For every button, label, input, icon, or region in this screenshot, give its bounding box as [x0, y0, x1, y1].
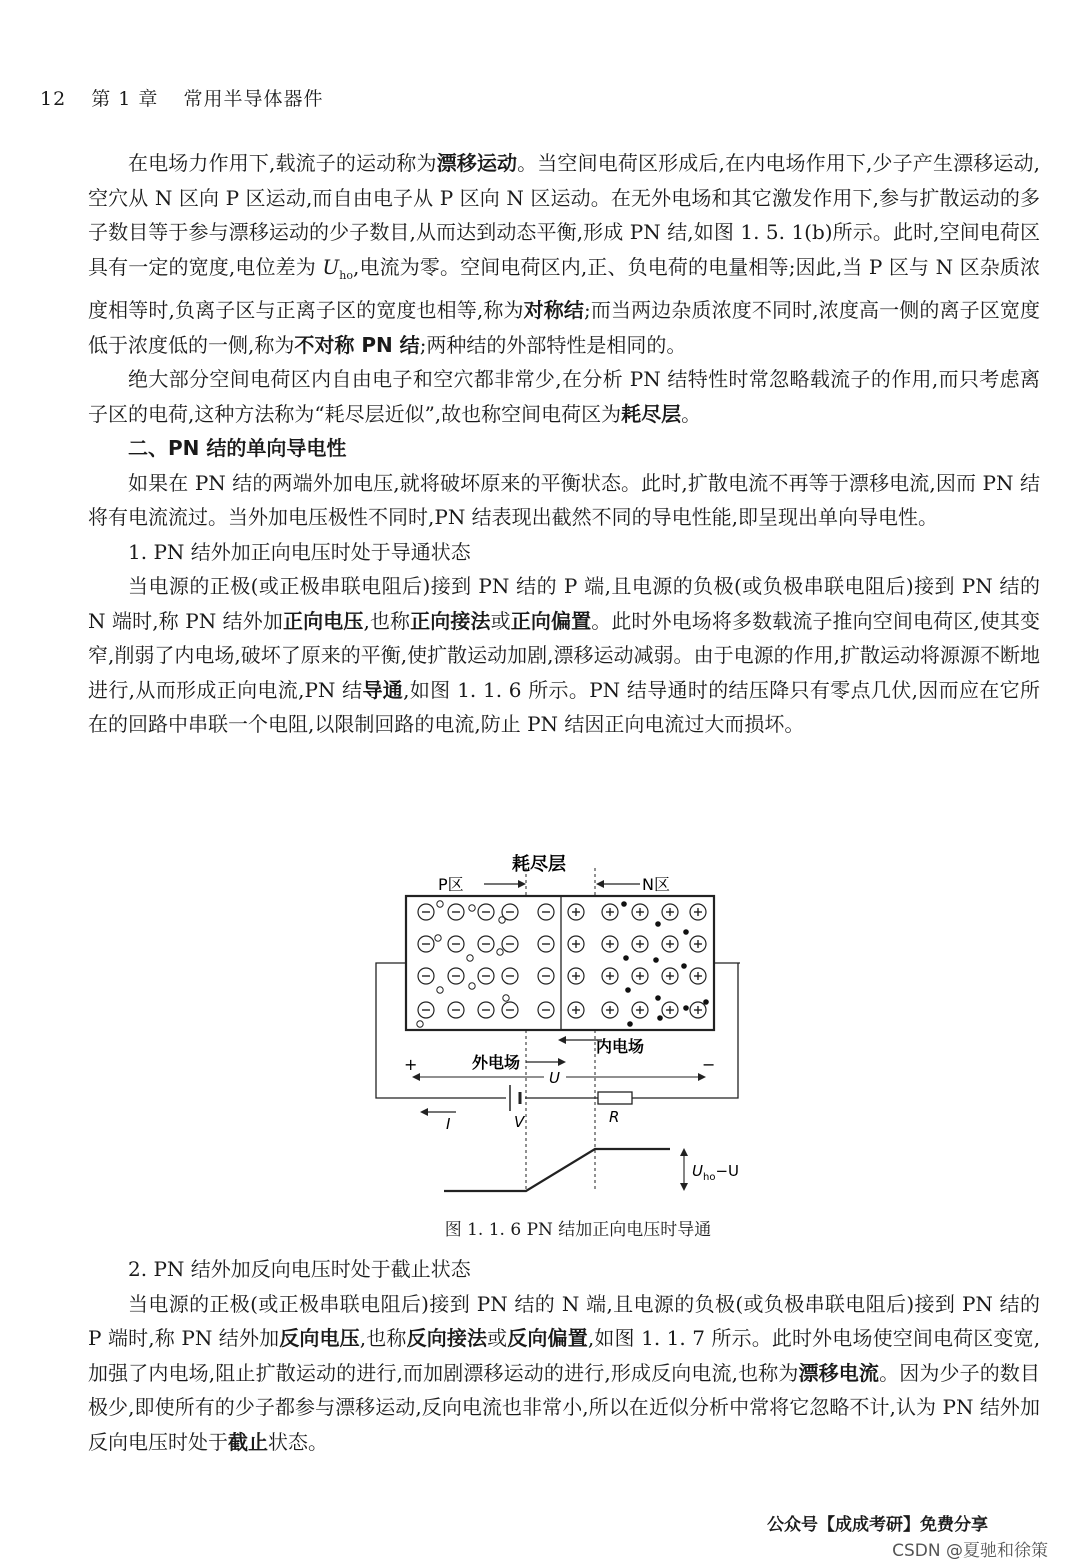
electron — [623, 955, 629, 961]
current-label: I — [446, 1115, 451, 1133]
potential-curve — [444, 1149, 670, 1191]
inner-field-label: 内电场 — [596, 1037, 645, 1056]
footer-note: 公众号【成成考研】免费分享 — [767, 1515, 988, 1535]
n-region-label: N区 — [642, 875, 670, 894]
hole — [437, 901, 443, 907]
pn-junction-diagram — [360, 848, 740, 1208]
hole — [499, 917, 505, 923]
electron — [621, 901, 627, 907]
voltage-u-label: U — [549, 1069, 560, 1087]
lower-text-block — [88, 1252, 1040, 1459]
subheading-forward-bias: 1. PN 结外加正向电压时处于导通状态 — [128, 539, 471, 564]
p-region-label: P区 — [438, 875, 464, 894]
barrier-height-label: $U_{ho}-U$ — [692, 1162, 740, 1183]
figure-caption: 图 1. 1. 6 PN 结加正向电压时导通 — [444, 1220, 712, 1240]
paragraph-forward-bias: 当电源的正极(或正极串联电阻后)接到 PN 结的 P 端,且电源的负极(或负极串联电阻后)接到 PN 结的 N 端时,称 PN 结外加正向电压,也称正向接法或正向偏置。此时外电场将多数载流子推向空间电荷区,使其变窄,削弱了内电场,破坏了原来的平衡,使扩散运动加剧,漂移运动减弱。由于电源的作用,扩散运动将源源不断地进行,从而形成正向电流,PN 结导通,如图 1. 1. 6 所示。PN 结导通时的结压降只有零点几伏,因而应在它所在的回路中串联一个电阻,以限制回路的电流,防止 PN 结因正向电流过大而损坏。 — [88, 574, 1041, 736]
hole — [497, 949, 503, 955]
resistor — [598, 1092, 632, 1104]
electron — [683, 1005, 689, 1011]
paragraph-reverse-bias: 当电源的正极(或正极串联电阻后)接到 PN 结的 N 端,且电源的负极(或负极串联电阻后)接到 PN 结的 P 端时,称 PN 结外加反向电压,也称反向接法或反向偏置,如图 1. 1. 7 所示。此时外电场使空间电荷区变宽,加强了内电场,阻止扩散运动的进行,而加剧漂移运动的进行,形成反向电流,也称为漂移电流。因为少子的数目极少,即使所有的少子都参与漂移运动,反向电流也非常小,所以在近似分析中常将它忽略不计,认为 PN 结外加反向电压时处于截止状态。 — [88, 1291, 1041, 1454]
chapter-title: 常用半导体器件 — [183, 88, 324, 110]
electron — [625, 987, 631, 993]
minus-sign: − — [702, 1055, 716, 1074]
page-header — [40, 84, 341, 111]
hole — [437, 987, 443, 993]
paragraph-unidirectional: 如果在 PN 结的两端外加电压,就将破坏原来的平衡状态。此时,扩散电流不再等于漂移电流,因而 PN 结将有电流流过。当外加电压极性不同时,PN 结表现出截然不同的导电性能,即呈现出单向导电性。 — [88, 470, 1040, 529]
plus-sign: + — [404, 1055, 418, 1074]
hole — [503, 995, 509, 1001]
chapter-number: 第 1 章 — [91, 88, 159, 110]
electron — [655, 995, 661, 1001]
resistor-label: R — [609, 1108, 620, 1126]
figure-pn-forward-bias — [360, 848, 740, 1208]
electron — [683, 929, 689, 935]
paragraph-drift-motion: 在电场力作用下,载流子的运动称为漂移运动。当空间电荷区形成后,在内电场作用下,少子产生漂移运动,空穴从 N 区向 P 区运动,而自由电子从 P 区向 N 区运动。在无外电场和其它激发作用下,参与扩散运动的多子数目等于参与漂移运动的少子数目,从而达到动态平衡,形成 PN 结,如图 1. 5. 1(b)所示。此时,空间电荷区具有一定的宽度,电位差为 $U_{ho}$,电流为零。空间电荷区内,正、负电荷的电量相等;因此,当 P 区与 N 区杂质浓度相等时,负离子区与正离子区的宽度也相等,称为对称结;而当两边杂质浓度不同时,浓度高一侧的离子区宽度低于浓度低的一侧,称为不对称 PN 结;两种结的外部特性是相同的。 — [88, 151, 1041, 357]
electron — [655, 921, 661, 927]
upper-text-block — [88, 146, 1040, 742]
electron — [681, 963, 687, 969]
hole — [469, 905, 475, 911]
depletion-label: 耗尽层 — [512, 854, 566, 875]
section-heading-unidirectional: 二、PN 结的单向导电性 — [128, 436, 347, 460]
hole — [417, 1021, 423, 1027]
hole — [467, 955, 473, 961]
hole — [469, 983, 475, 989]
hole — [435, 935, 441, 941]
page-number: 12 — [40, 88, 67, 110]
electron — [627, 1021, 633, 1027]
battery-label: V — [514, 1113, 525, 1131]
electron — [703, 999, 709, 1005]
paragraph-depletion: 绝大部分空间电荷区内自由电子和空穴都非常少,在分析 PN 结特性时常忽略载流子的作用,而只考虑离子区的电荷,这种方法称为“耗尽层近似”,故也称空间电荷区为耗尽层。 — [88, 367, 1040, 426]
electron — [657, 1015, 663, 1021]
electron — [653, 957, 659, 963]
csdn-watermark: CSDN @夏驰和徐策 — [892, 1541, 1048, 1561]
outer-field-label: 外电场 — [472, 1053, 521, 1072]
subheading-reverse-bias: 2. PN 结外加反向电压时处于截止状态 — [128, 1257, 471, 1281]
